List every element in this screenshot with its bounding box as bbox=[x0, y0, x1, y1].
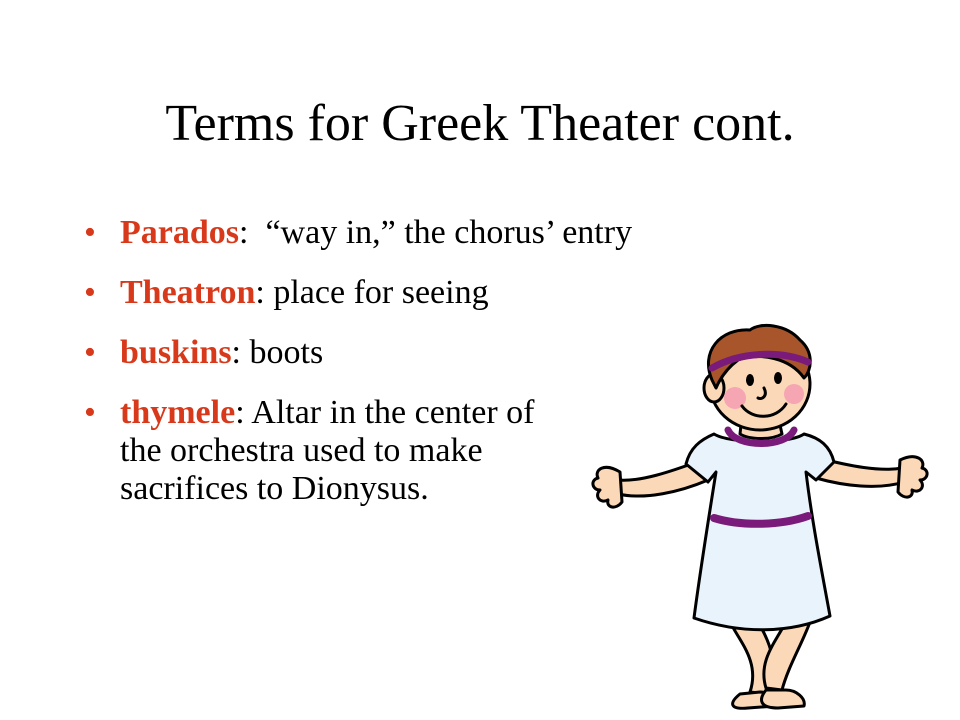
term-parados: Parados bbox=[120, 214, 239, 251]
term-separator: : bbox=[239, 214, 249, 251]
bullet-item-theatron bbox=[84, 274, 724, 312]
bullet-icon: • bbox=[84, 334, 96, 371]
greek-actor-clipart-icon bbox=[590, 322, 930, 712]
bullet-icon: • bbox=[84, 394, 96, 431]
term-separator: : bbox=[231, 334, 241, 371]
term-separator: : bbox=[235, 394, 245, 431]
bullet-icon: • bbox=[84, 214, 96, 251]
bullet-item-thymele bbox=[84, 394, 580, 508]
term-buskins: buskins bbox=[120, 334, 232, 371]
definition-theatron: place for seeing bbox=[273, 274, 489, 311]
term-thymele: thymele bbox=[120, 394, 236, 431]
term-separator: : bbox=[255, 274, 265, 311]
term-theatron: Theatron bbox=[120, 274, 256, 311]
bullet-item-parados bbox=[84, 214, 724, 252]
definition-parados: “way in,” the chorus’ entry bbox=[265, 214, 633, 251]
definition-thymele: Altar in the center of the orchestra used to make sacrifices to Dionysus. bbox=[120, 394, 535, 507]
definition-buskins: boots bbox=[249, 334, 324, 371]
bullet-icon: • bbox=[84, 274, 96, 311]
slide-title: Terms for Greek Theater cont. bbox=[165, 95, 795, 152]
